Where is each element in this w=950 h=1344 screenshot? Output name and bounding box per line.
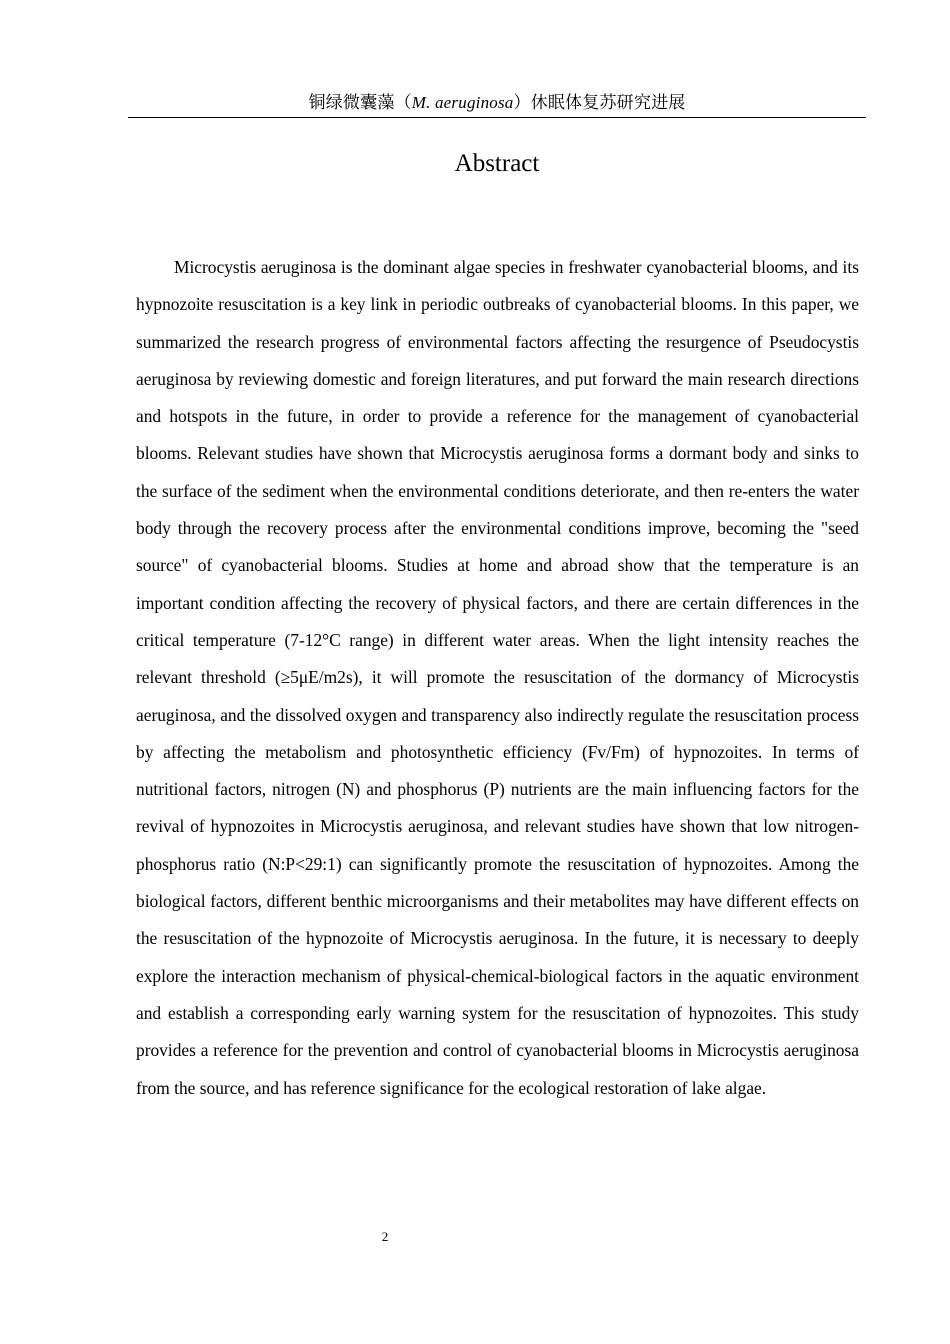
header-divider bbox=[128, 117, 866, 118]
abstract-heading: Abstract bbox=[454, 150, 540, 177]
running-header bbox=[128, 92, 866, 114]
header-title-prefix: 铜绿微囊藻（ bbox=[308, 93, 412, 112]
page-number: 2 bbox=[381, 1229, 389, 1244]
header-title-species: M. aeruginosa bbox=[411, 93, 514, 112]
abstract-paragraph: Microcystis aeruginosa is the dominant algae species in freshwater cyanobacterial blooms, and its hypnozoite resuscitation is a key link in periodic outbreaks of cyanobacterial blooms. In this paper, we summarized the research progress of environmental factors affecting the resurgence of Pseudocystis aeruginosa by reviewing domestic and foreign literatures, and put forward the main research directions and hotspots in the future, in order to provide a reference for the management of cyanobacterial blooms. Relevant studies have shown that Microcystis aeruginosa forms a dormant body and sinks to the surface of the sediment when the environmental conditions deteriorate, and then re-enters the water body through the recovery process after the environmental conditions improve, becoming the "seed source" of cyanobacterial blooms. Studies at home and abroad show that the temperature is an important condition affecting the recovery of physical factors, and there are certain differences in the critical temperature (7-12°C range) in different water areas. When the light intensity reaches the relevant threshold (≥5μE/m2s), it will promote the resuscitation of the dormancy of Microcystis aeruginosa, and the dissolved oxygen and transparency also indirectly regulate the resuscitation process by affecting the metabolism and photosynthetic efficiency (Fv/Fm) of hypnozoites. In terms of nutritional factors, nitrogen (N) and phosphorus (P) nutrients are the main influencing factors for the revival of hypnozoites in Microcystis aeruginosa, and relevant studies have shown that low nitrogen-phosphorus ratio (N:P<29:1) can significantly promote the resuscitation of hypnozoites. Among the biological factors, different benthic microorganisms and their metabolites may have different effects on the resuscitation of the hypnozoite of Microcystis aeruginosa. In the future, it is necessary to deeply explore the interaction mechanism of physical-chemical-biological factors in the aquatic environment and establish a corresponding early warning system for the resuscitation of hypnozoites. This study provides a reference for the prevention and control of cyanobacterial blooms in Microcystis aeruginosa from the source, and has reference significance for the ecological restoration of lake algae. bbox=[136, 257, 859, 1098]
header-title-suffix: ）休眠体复苏研究进展 bbox=[513, 93, 686, 112]
